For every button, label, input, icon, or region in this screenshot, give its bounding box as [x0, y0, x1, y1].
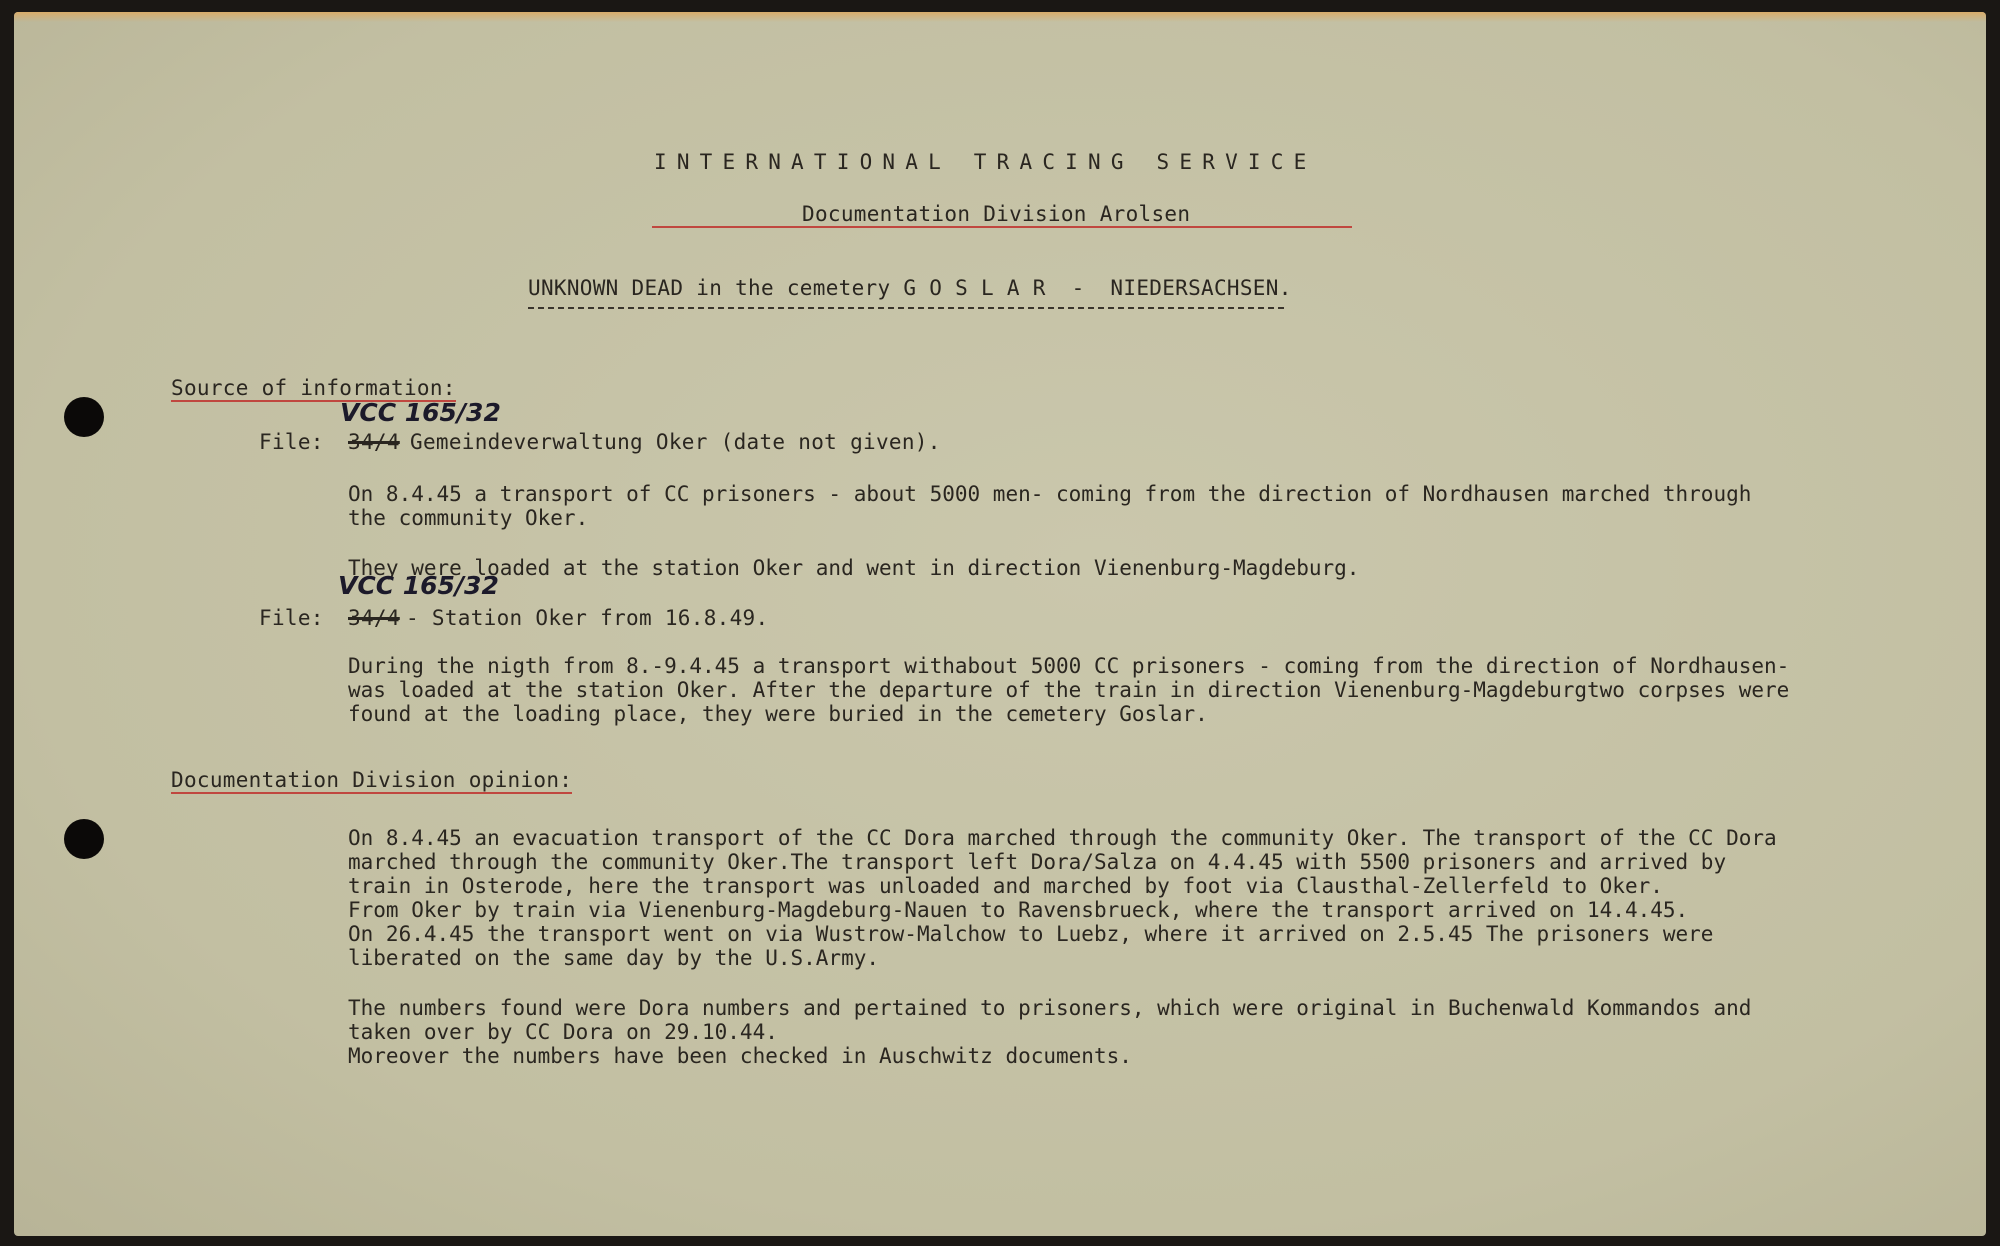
opinion-paragraph-1-line-3: train in Osterode, here the transport was unloaded and marched by foot via Clausthal-Zellerfeld to Oker.	[348, 874, 1663, 898]
file-entry-1: Gemeindeverwaltung Oker (date not given).	[410, 430, 941, 454]
source-paragraph-3-line-3: found at the loading place, they were buried in the cemetery Goslar.	[348, 702, 1208, 726]
punch-hole-top	[64, 397, 104, 437]
file-entry-2: - Station Oker from 16.8.49.	[406, 606, 769, 630]
opinion-paragraph-1-line-5: On 26.4.45 the transport went on via Wustrow-Malchow to Luebz, where it arrived on 2.5.45 The prisoners were	[348, 922, 1714, 946]
struck-file-number-1: 34/4	[348, 430, 400, 454]
opinion-paragraph-2-line-3: Moreover the numbers have been checked in Auschwitz documents.	[348, 1044, 1132, 1068]
opinion-paragraph-1-line-1: On 8.4.45 an evacuation transport of the CC Dora marched through the community Oker. The transport of the CC Dora	[348, 826, 1777, 850]
source-paragraph-2: They were loaded at the station Oker and went in direction Vienenburg-Magdeburg.	[348, 556, 1360, 580]
division-underline	[652, 226, 1352, 228]
source-paragraph-3-line-1: During the nigth from 8.-9.4.45 a transport withabout 5000 CC prisoners - coming from the direction of Nordhausen-	[348, 654, 1790, 678]
document-card	[14, 12, 1986, 1236]
division-title: Documentation Division Arolsen	[802, 202, 1191, 226]
file-label-2: File:	[259, 606, 324, 630]
opinion-paragraph-1-line-4: From Oker by train via Vienenburg-Magdeburg-Nauen to Ravensbrueck, where the transport arrived on 14.4.45.	[348, 898, 1689, 922]
opinion-paragraph-2-line-1: The numbers found were Dora numbers and pertained to prisoners, which were original in Buchenwald Kommandos and	[348, 996, 1752, 1020]
org-title: INTERNATIONAL TRACING SERVICE	[654, 150, 1317, 174]
document-title: UNKNOWN DEAD in the cemetery G O S L A R - NIEDERSACHSEN.	[528, 276, 1292, 300]
source-paragraph-3-line-2: was loaded at the station Oker. After the departure of the train in direction Vienenburg-Magdeburgtwo corpses were	[348, 678, 1790, 702]
source-paragraph-1-line-1: On 8.4.45 a transport of CC prisoners - about 5000 men- coming from the direction of Nordhausen marched through	[348, 482, 1752, 506]
handwritten-file-number-1: VCC 165/32	[340, 398, 501, 427]
opinion-paragraph-1-line-2: marched through the community Oker.The transport left Dora/Salza on 4.4.45 with 5500 prisoners and arrived by	[348, 850, 1727, 874]
opinion-heading: Documentation Division opinion:	[171, 768, 573, 792]
source-paragraph-1-line-2: the community Oker.	[348, 506, 589, 530]
punch-hole-bottom	[64, 819, 104, 859]
handwritten-file-number-2: VCC 165/32	[338, 571, 499, 600]
source-heading: Source of information:	[171, 376, 456, 400]
opinion-paragraph-1-line-6: liberated on the same day by the U.S.Army.	[348, 946, 880, 970]
title-dashed-underline	[528, 307, 1284, 309]
file-label-1: File:	[259, 430, 324, 454]
opinion-paragraph-2-line-2: taken over by CC Dora on 29.10.44.	[348, 1020, 778, 1044]
struck-file-number-2: 34/4	[348, 606, 400, 630]
